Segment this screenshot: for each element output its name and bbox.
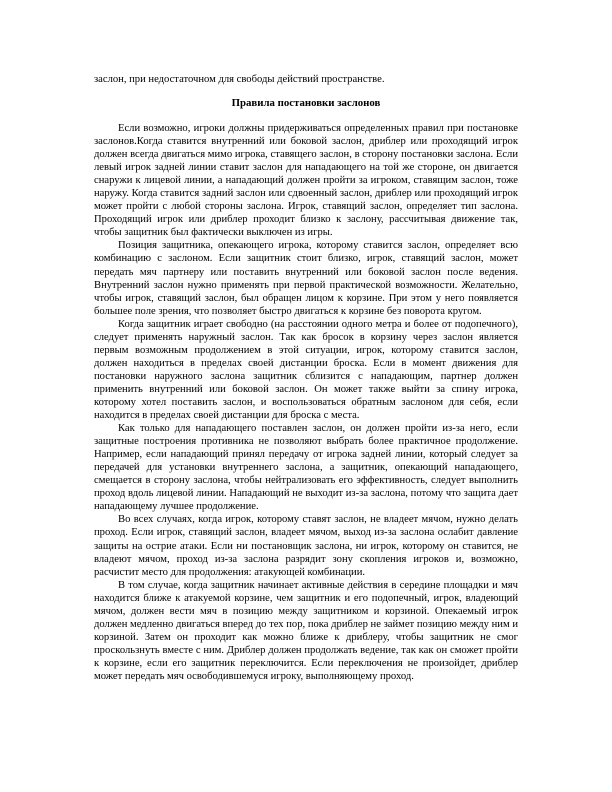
paragraph: Как только для нападающего поставлен заслон, он должен пройти из-за него, если защитные построения противника не позволяют выбрать более практичное продолжение. Например, если нападающий принял передачу от игрока задней линии, который следует за передачей для установки внутреннего заслона, а защитник, опекающий нападающего, смещается в сторону заслона, чтобы нейтрализовать его эффективность, следует выполнить проход вдоль лицевой линии. Нападающий не выходит из-за заслона, потому что защита дает нападающему лучшее продолжение.: [94, 423, 518, 513]
paragraph: В том случае, когда защитник начинает активные действия в середине площадки и мяч находится ближе к атакуемой корзине, чем защитник и его подопечный, игрок, владеющий мячом, должен вести мяч в позицию между защитником и корзиной. Опекаемый игрок должен медленно двигаться вперед до тех пор, пока дриблер не займет позицию между ним и корзиной. Затем он проходит как можно ближе к дриблеру, чтобы защитник не смог проскользнуть вместе с ним. Дриблер должен продолжать ведение, так как он сможет пройти к корзине, если его защитник переключится. Если переключения не произойдет, дриблер может передать мяч освободившемуся игроку, выполняющему проход.: [94, 579, 518, 682]
paragraph: Когда защитник играет свободно (на расстоянии одного метра и более от подопечного), следует применять наружный заслон. Так как бросок в корзину через заслон является первым возможным продолжением в этой ситуации, игрок, которому ставится заслон, должен находиться в пределах своей дистанции броска. Если в момент движения для постановки наружного заслона защитник сблизится с нападающим, партнер должен применить внутренний или боковой заслон. Он может также выйти за спину игрока, которому хотел поставить заслон, и воспользоваться обратным заслоном для себя, если находится в пределах своей дистанции для броска с места.: [94, 318, 518, 422]
continued-text: заслон, при недостаточном для свободы действий пространстве.: [94, 74, 385, 85]
paragraph: Если возможно, игроки должны придерживаться определенных правил при постановке заслонов.Когда ставится внутренний или боковой заслон, дриблер или проходящий игрок должен всегда двигаться мимо игрока, ставящего заслон, в сторону постановки заслона. Если левый игрок задней линии ставит заслон для нападающего на той же стороне, он двигается снаружи к лицевой линии, а нападающий должен пройти за игроком, ставящим заслон, тоже наружу. Когда ставится задний заслон или сдвоенный заслон, дриблер или проходящий игрок может пройти с любой стороны заслона. Игрок, ставящий заслон, определяет тип заслона. Проходящий игрок или дриблер проходит близко к заслону, рассчитывая движение так, чтобы защитник был фактически выключен из игры.: [94, 123, 518, 239]
paragraph: Позиция защитника, опекающего игрока, которому ставится заслон, определяет всю комбинацию с заслоном. Если защитник стоит близко, игрок, ставящий заслон, может передать мяч партнеру или поставить внутренний или боковой заслон после ведения. Внутренний заслон нужно применять при первой практической возможности. Желательно, чтобы игрок, ставящий заслон, был обращен лицом к корзине. При этом у него появляется большее поле зрения, что позволяет быстро двигаться к корзине без поворота кругом.: [94, 240, 518, 317]
body-text: [94, 122, 518, 683]
section-heading: Правила постановки заслонов: [231, 97, 381, 109]
paragraph: Во всех случаях, когда игрок, которому ставят заслон, не владеет мячом, нужно делать проход. Если игрок, ставящий заслон, владеет мячом, выход из-за заслона ослабит давление защиты на острие атаки. Если ни постановщик заслона, ни игрок, которому он ставится, не владеют мячом, проход из-за заслона разрядит зону скопления игроков и, возможно, расчистит место для продолжения: атакующей комбинации.: [94, 514, 518, 578]
